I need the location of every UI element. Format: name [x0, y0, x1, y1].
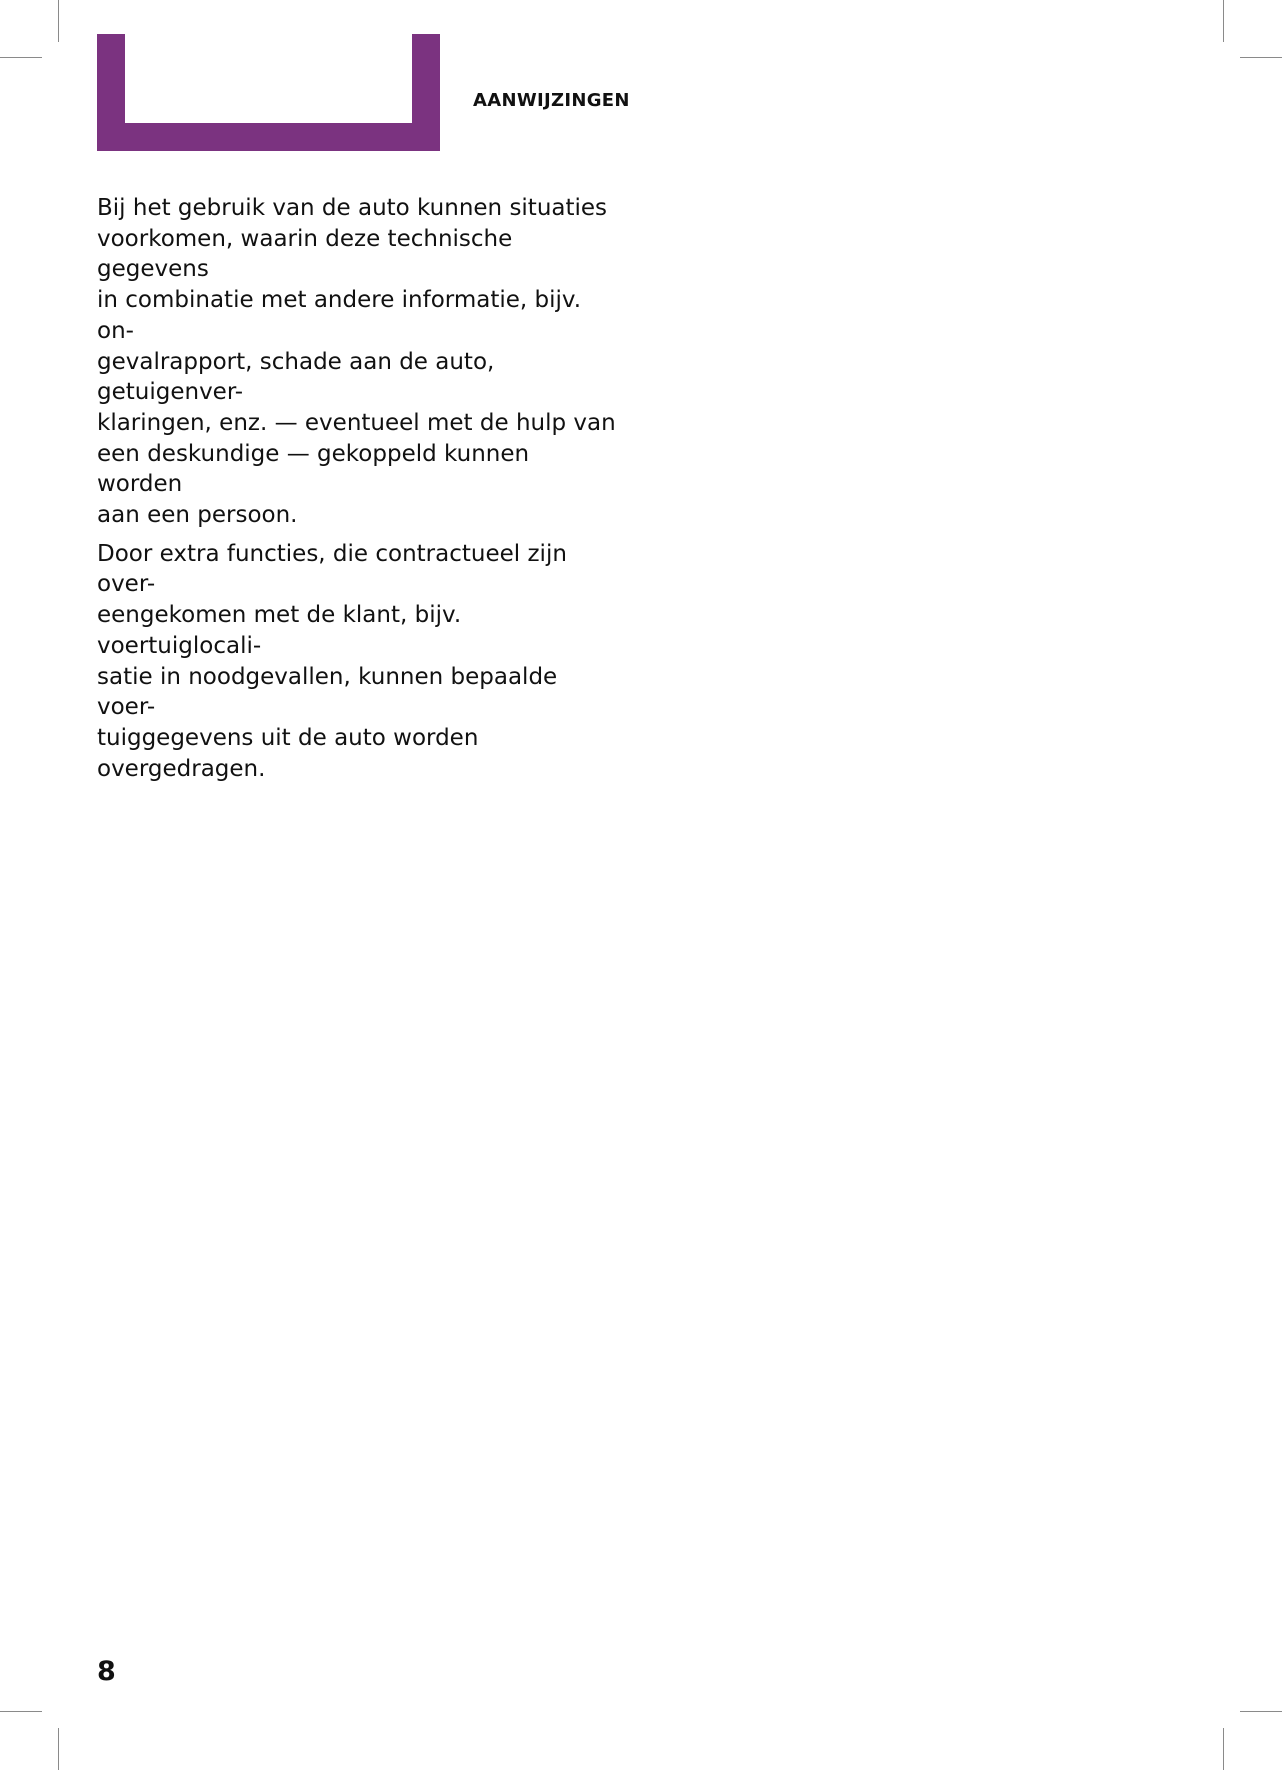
- chapter-tab-marker: [97, 34, 440, 151]
- crop-mark-top-right-horizontal: [1240, 57, 1282, 58]
- crop-mark-bottom-left-vertical: [58, 1728, 59, 1770]
- crop-mark-top-right-vertical: [1223, 0, 1224, 42]
- crop-mark-top-left-horizontal: [0, 57, 42, 58]
- crop-mark-top-left-vertical: [58, 0, 59, 42]
- crop-mark-bottom-right-vertical: [1223, 1728, 1224, 1770]
- page-number: 8: [97, 1656, 116, 1687]
- paragraph: Bij het gebruik van de auto kunnen situaties voorkomen, waarin deze technische gegevens in combinatie met andere informatie, bijv. on- gevalrapport, schade aan de auto, getuigenver- klaringen, enz. — eventueel met de hulp van een deskundige — gekoppeld kunnen worden aan een persoon.: [97, 195, 616, 529]
- crop-mark-bottom-right-horizontal: [1240, 1711, 1282, 1712]
- crop-mark-bottom-left-horizontal: [0, 1711, 42, 1712]
- chapter-tab-bottom-bar: [97, 123, 440, 151]
- section-title: AANWIJZINGEN: [473, 90, 630, 111]
- paragraph: Door extra functies, die contractueel zijn over- eengekomen met de klant, bijv. voertuiglocali- satie in noodgevallen, kunnen bepaalde voer- tuiggegevens uit de auto worden overgedragen.: [97, 540, 567, 782]
- body-text: [97, 193, 617, 792]
